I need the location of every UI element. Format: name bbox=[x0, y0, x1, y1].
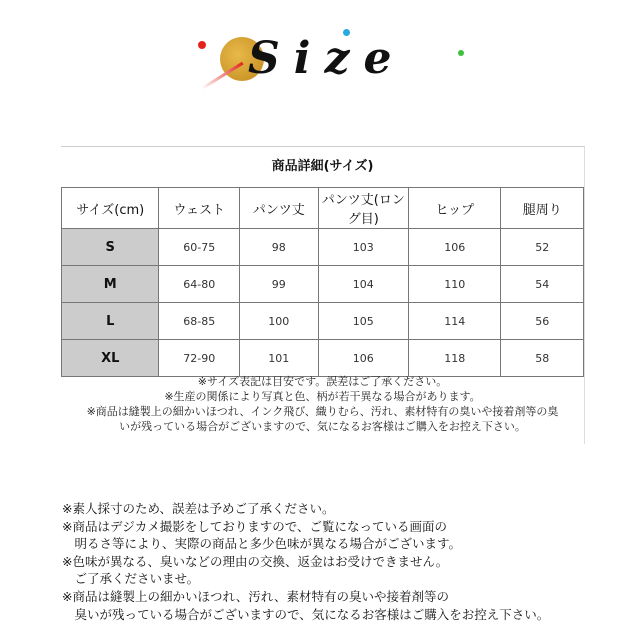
table-row bbox=[62, 266, 584, 303]
note-line: いが残っている場合がございますので、気になるお客様はご購入をお控え下さい。 bbox=[119, 420, 526, 433]
bottom-note-line: ※商品は縫製上の細かいほつれ、汚れ、素材特有の臭いや接着剤等の bbox=[62, 588, 449, 604]
header-hip: ヒップ bbox=[409, 188, 501, 229]
table-cell: 98 bbox=[240, 229, 319, 266]
table-cell: 106 bbox=[409, 229, 501, 266]
table-row bbox=[62, 303, 584, 340]
size-label: M bbox=[62, 266, 159, 303]
note-line: ※サイズ表記は目安です。誤差はご了承ください。 bbox=[197, 375, 448, 388]
table-row bbox=[62, 229, 584, 266]
table-cell: 64-80 bbox=[159, 266, 240, 303]
bottom-note-line: ご了承くださいませ。 bbox=[62, 571, 200, 587]
note-line: ※生産の関係により写真と色、柄が若干異なる場合があります。 bbox=[164, 390, 481, 403]
header-waist: ウェスト bbox=[159, 188, 240, 229]
table-cell: 110 bbox=[409, 266, 501, 303]
table-header-row bbox=[62, 188, 584, 229]
header-length: パンツ丈 bbox=[240, 188, 319, 229]
table-cell: 58 bbox=[501, 340, 584, 377]
size-label: S bbox=[62, 229, 159, 266]
header-thigh: 腿周り bbox=[501, 188, 584, 229]
table-cell: 114 bbox=[409, 303, 501, 340]
table-row bbox=[62, 340, 584, 377]
size-table bbox=[61, 187, 584, 377]
bottom-note-line: ※素人採寸のため、誤差は予めご了承ください。 bbox=[62, 501, 335, 516]
red-dot-icon bbox=[198, 41, 206, 49]
table-cell: 100 bbox=[240, 303, 319, 340]
bottom-note-line: ※色味が異なる、臭いなどの理由の交換、返金はお受けできません。 bbox=[62, 553, 449, 569]
table-cell: 54 bbox=[501, 266, 584, 303]
table-cell: 56 bbox=[501, 303, 584, 340]
panel-notes bbox=[61, 374, 584, 434]
table-cell: 72-90 bbox=[159, 340, 240, 377]
table-cell: 60-75 bbox=[159, 229, 240, 266]
table-cell: 104 bbox=[318, 266, 408, 303]
header-size: サイズ(cm) bbox=[62, 188, 159, 229]
table-cell: 99 bbox=[240, 266, 319, 303]
size-logo bbox=[190, 25, 480, 110]
table-cell: 118 bbox=[409, 340, 501, 377]
logo-text: Size bbox=[248, 33, 406, 84]
size-label: L bbox=[62, 303, 159, 340]
table-cell: 68-85 bbox=[159, 303, 240, 340]
bottom-notes bbox=[62, 500, 549, 623]
bottom-note-line: 臭いが残っている場合がございますので、気になるお客様はご購入をお控え下さい。 bbox=[62, 606, 550, 622]
table-cell: 103 bbox=[318, 229, 408, 266]
product-detail-panel bbox=[61, 146, 585, 444]
table-cell: 52 bbox=[501, 229, 584, 266]
table-cell: 105 bbox=[318, 303, 408, 340]
bottom-note-line: 明るさ等により、実際の商品と多少色味が異なる場合がございます。 bbox=[62, 536, 462, 552]
size-label: XL bbox=[62, 340, 159, 377]
panel-title: 商品詳細(サイズ) bbox=[271, 159, 374, 174]
table-cell: 106 bbox=[318, 340, 408, 377]
bottom-note-line: ※商品はデジカメ撮影をしておりますので、ご覧になっている画面の bbox=[62, 518, 447, 534]
green-dot-icon bbox=[458, 50, 464, 56]
note-line: ※商品は縫製上の細かいほつれ、インク飛び、織りむら、汚れ、素材特有の臭いや接着剤等の臭 bbox=[86, 405, 559, 418]
header-length-long: パンツ丈(ロング目) bbox=[318, 188, 408, 229]
table-cell: 101 bbox=[240, 340, 319, 377]
